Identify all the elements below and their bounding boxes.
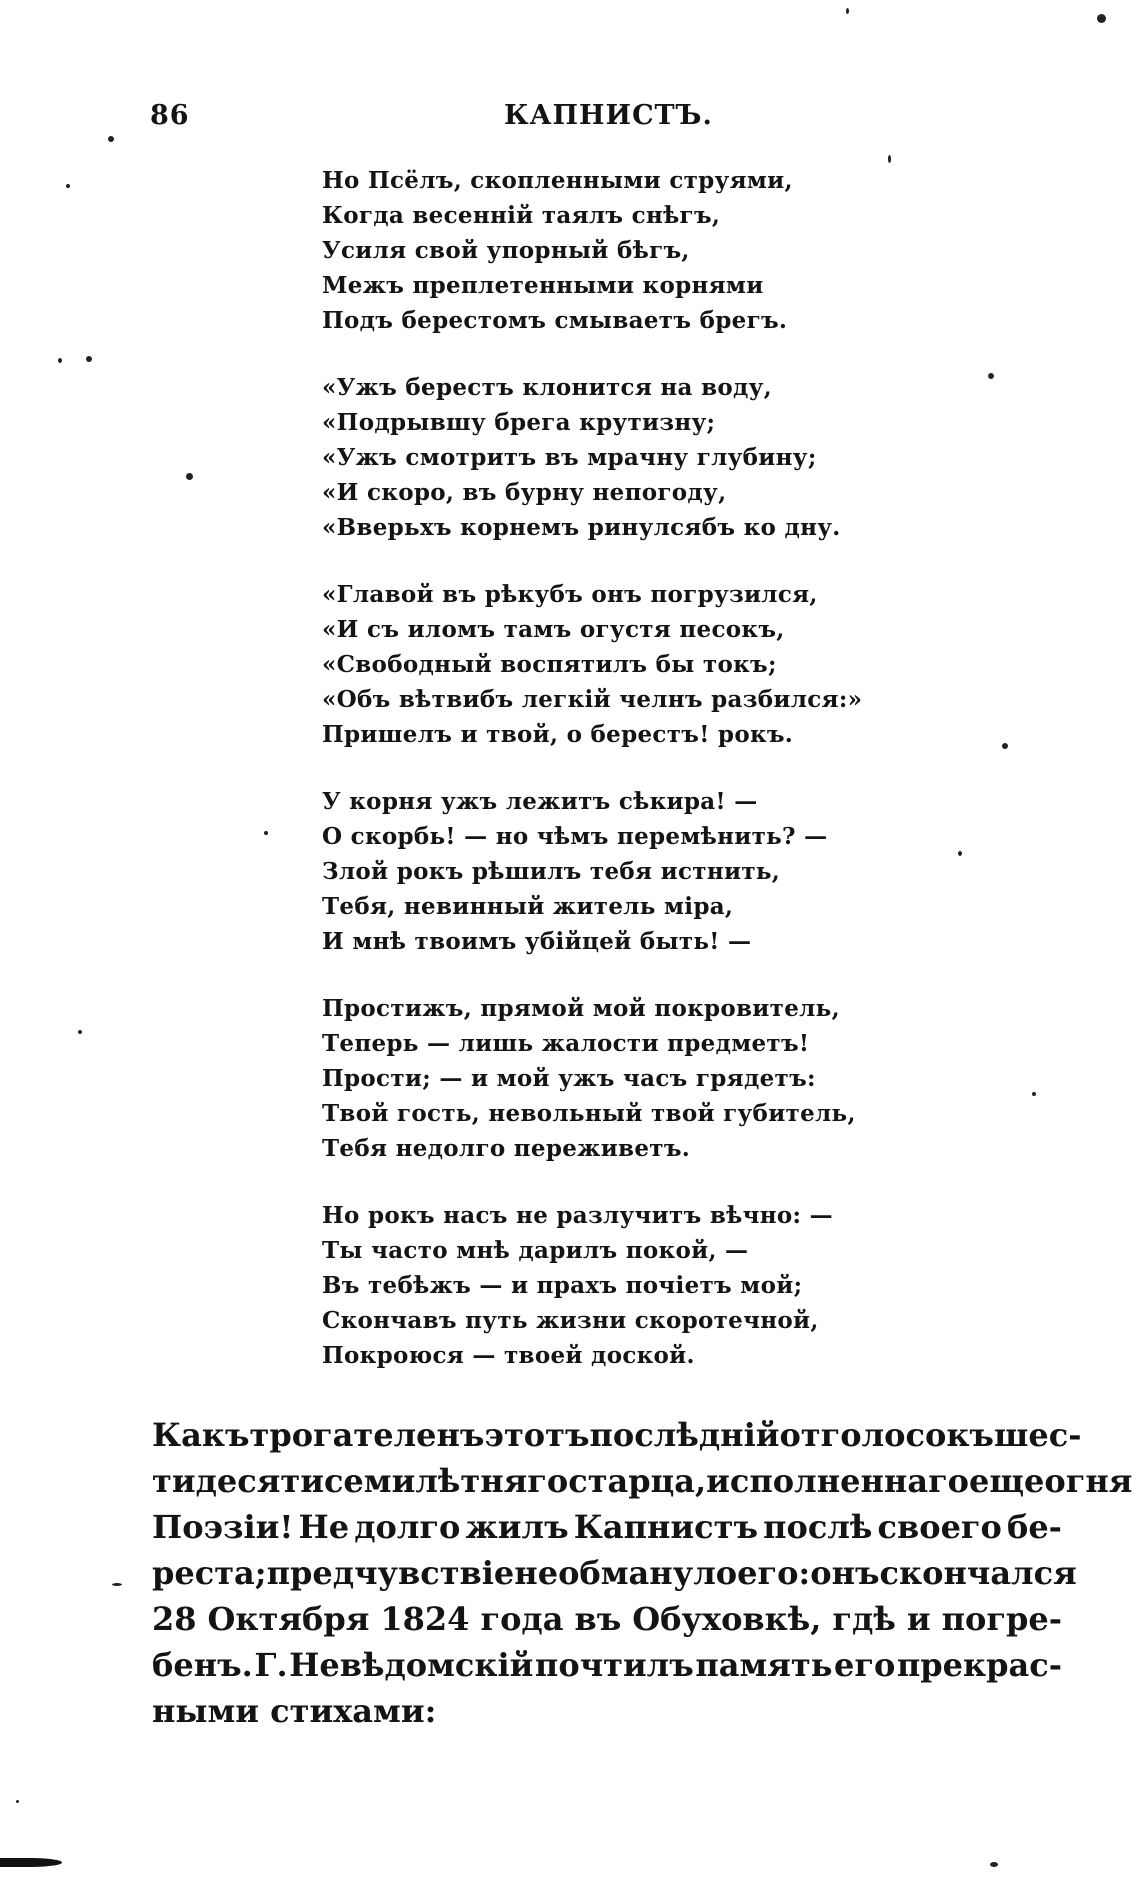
prose-word: предчувствіе (266, 1554, 515, 1592)
prose-word: Г. (254, 1646, 288, 1684)
poem-line: «И съ иломъ тамъ огустя песокъ, (322, 616, 785, 643)
prose-word: стихами: (270, 1692, 437, 1730)
poem-stanza (322, 577, 882, 752)
prose-paragraph (152, 1412, 1133, 1734)
poem-line: Злой рокъ рѣшилъ тебя истнить, (322, 858, 781, 885)
prose-word: отголосокъ (779, 1416, 994, 1454)
prose-word: прекрас- (896, 1646, 1062, 1684)
scan-speck (888, 155, 891, 163)
prose-word: трогателенъ (249, 1416, 485, 1454)
poem-stanza (322, 163, 882, 338)
prose-word: ными (152, 1692, 271, 1730)
poem-line: «Вверьхъ корнемъ ринулсябъ ко дну. (322, 514, 841, 541)
poem (322, 163, 882, 1405)
prose-word: года (480, 1600, 564, 1638)
poem-line: «Свободный воспятилъ бы токъ; (322, 651, 777, 678)
prose-word: его: (737, 1554, 811, 1592)
scan-speck (1032, 1092, 1036, 1096)
scan-edge-mark (0, 1858, 62, 1867)
prose-word: исполненнаго (706, 1462, 970, 1500)
poem-line: «Ужъ смотритъ въ мрачну глубину; (322, 444, 817, 471)
prose-word: обмануло (558, 1554, 738, 1592)
poem-stanza (322, 991, 882, 1166)
scan-speck (990, 1862, 998, 1867)
scan-speck (1097, 14, 1106, 23)
prose-word: шес- (993, 1416, 1082, 1454)
poem-line: Подъ берестомъ смываетъ брегъ. (322, 307, 788, 334)
prose-word: Капнистъ (573, 1508, 758, 1546)
prose-word: 28 (152, 1600, 197, 1638)
prose-word: почтилъ (534, 1646, 694, 1684)
poem-line: Ты часто мнѣ дарилъ покой, — (322, 1237, 749, 1264)
prose-word: Поэзіи! (152, 1508, 294, 1546)
prose-line (152, 1412, 1082, 1458)
scan-speck (958, 851, 962, 856)
prose-word: Невѣдомскій (289, 1646, 534, 1684)
poem-line: Въ тебѣжъ — и прахъ почіетъ мой; (322, 1272, 803, 1299)
prose-word: бенъ. (152, 1646, 253, 1684)
running-head: КАПНИСТЪ. (504, 100, 713, 131)
prose-word: Какъ (152, 1416, 250, 1454)
poem-line: «И скоро, въ бурну непогоду, (322, 479, 727, 506)
scan-speck (264, 831, 268, 835)
poem-line: Тебя недолго переживетъ. (322, 1135, 691, 1162)
poem-line: «Ужъ берестъ клонится на воду, (322, 374, 772, 401)
scan-speck (78, 1030, 82, 1034)
poem-line: Но Псёлъ, скопленными струями, (322, 167, 793, 194)
scan-speck (112, 1583, 122, 1586)
poem-line: Теперь — лишь жалости предметъ! (322, 1030, 810, 1057)
poem-stanza (322, 1198, 882, 1373)
scan-speck (16, 1800, 19, 1803)
prose-word: Обуховкѣ, (632, 1600, 822, 1638)
poem-line: «Объ вѣтвибъ легкій челнъ разбился:» (322, 686, 863, 713)
prose-word: огня (1044, 1462, 1133, 1500)
prose-word: погре- (941, 1600, 1062, 1638)
prose-word: долго (354, 1508, 461, 1546)
page-number: 86 (150, 100, 190, 131)
prose-line (152, 1458, 1133, 1504)
prose-word: и (906, 1600, 931, 1638)
prose-word: тидесятисемилѣтняго (152, 1462, 569, 1500)
poem-line: У корня ужъ лежитъ сѣкира! — (322, 788, 758, 815)
poem-line: Но рокъ насъ не разлучитъ вѣчно: — (322, 1202, 833, 1229)
scan-speck (186, 473, 193, 480)
poem-line: «Подрывшу брега крутизну; (322, 409, 716, 436)
prose-word: память (695, 1646, 833, 1684)
prose-word: не (514, 1554, 559, 1592)
poem-stanza (322, 370, 882, 545)
prose-word: гдѣ (832, 1600, 896, 1638)
scan-speck (846, 8, 849, 14)
poem-line: Тебя, невинный житель міра, (322, 893, 734, 920)
poem-line: Скончавъ путь жизни скоротечной, (322, 1307, 819, 1334)
prose-word: старца, (568, 1462, 707, 1500)
prose-word: 1824 (380, 1600, 470, 1638)
poem-line: Твой гость, невольный твой губитель, (322, 1100, 856, 1127)
poem-line: Усиля свой упорный бѣгъ, (322, 237, 690, 264)
poem-line: «Главой въ рѣкубъ онъ погрузился, (322, 581, 818, 608)
scan-speck (108, 136, 114, 142)
scan-speck (86, 356, 92, 362)
prose-word: жилъ (465, 1508, 569, 1546)
prose-line (152, 1642, 1062, 1688)
prose-word: его (833, 1646, 896, 1684)
prose-word: еще (969, 1462, 1045, 1500)
prose-line (152, 1596, 1062, 1642)
prose-word: Не (298, 1508, 350, 1546)
prose-line (152, 1550, 1077, 1596)
poem-line: И мнѣ твоимъ убійцей быть! — (322, 928, 752, 955)
prose-word: бе- (1006, 1508, 1062, 1546)
prose-word: своего (877, 1508, 1002, 1546)
poem-line: Прости; — и мой ужъ часъ грядетъ: (322, 1065, 816, 1092)
poem-line: Покроюся — твоей доской. (322, 1342, 695, 1369)
poem-line: О скорбь! — но чѣмъ перемѣнить? — (322, 823, 828, 850)
poem-line: Когда весенній таялъ снѣгъ, (322, 202, 721, 229)
prose-word: послѣ (763, 1508, 873, 1546)
poem-line: Простижъ, прямой мой покровитель, (322, 995, 840, 1022)
prose-word: реста; (152, 1554, 267, 1592)
prose-word: этотъ (484, 1416, 590, 1454)
prose-word: въ (574, 1600, 622, 1638)
prose-word: онъ (810, 1554, 880, 1592)
prose-line (152, 1688, 1062, 1734)
poem-stanza (322, 784, 882, 959)
scan-speck (988, 373, 994, 379)
prose-line (152, 1504, 1062, 1550)
prose-word: послѣдній (589, 1416, 780, 1454)
poem-line: Пришелъ и твой, о берестъ! рокъ. (322, 721, 794, 748)
prose-word: скончался (879, 1554, 1077, 1592)
prose-word: Октября (207, 1600, 370, 1638)
scan-speck (66, 184, 70, 188)
scan-speck (58, 358, 62, 363)
scan-speck (1002, 743, 1008, 749)
poem-line: Межъ преплетенными корнями (322, 272, 764, 299)
